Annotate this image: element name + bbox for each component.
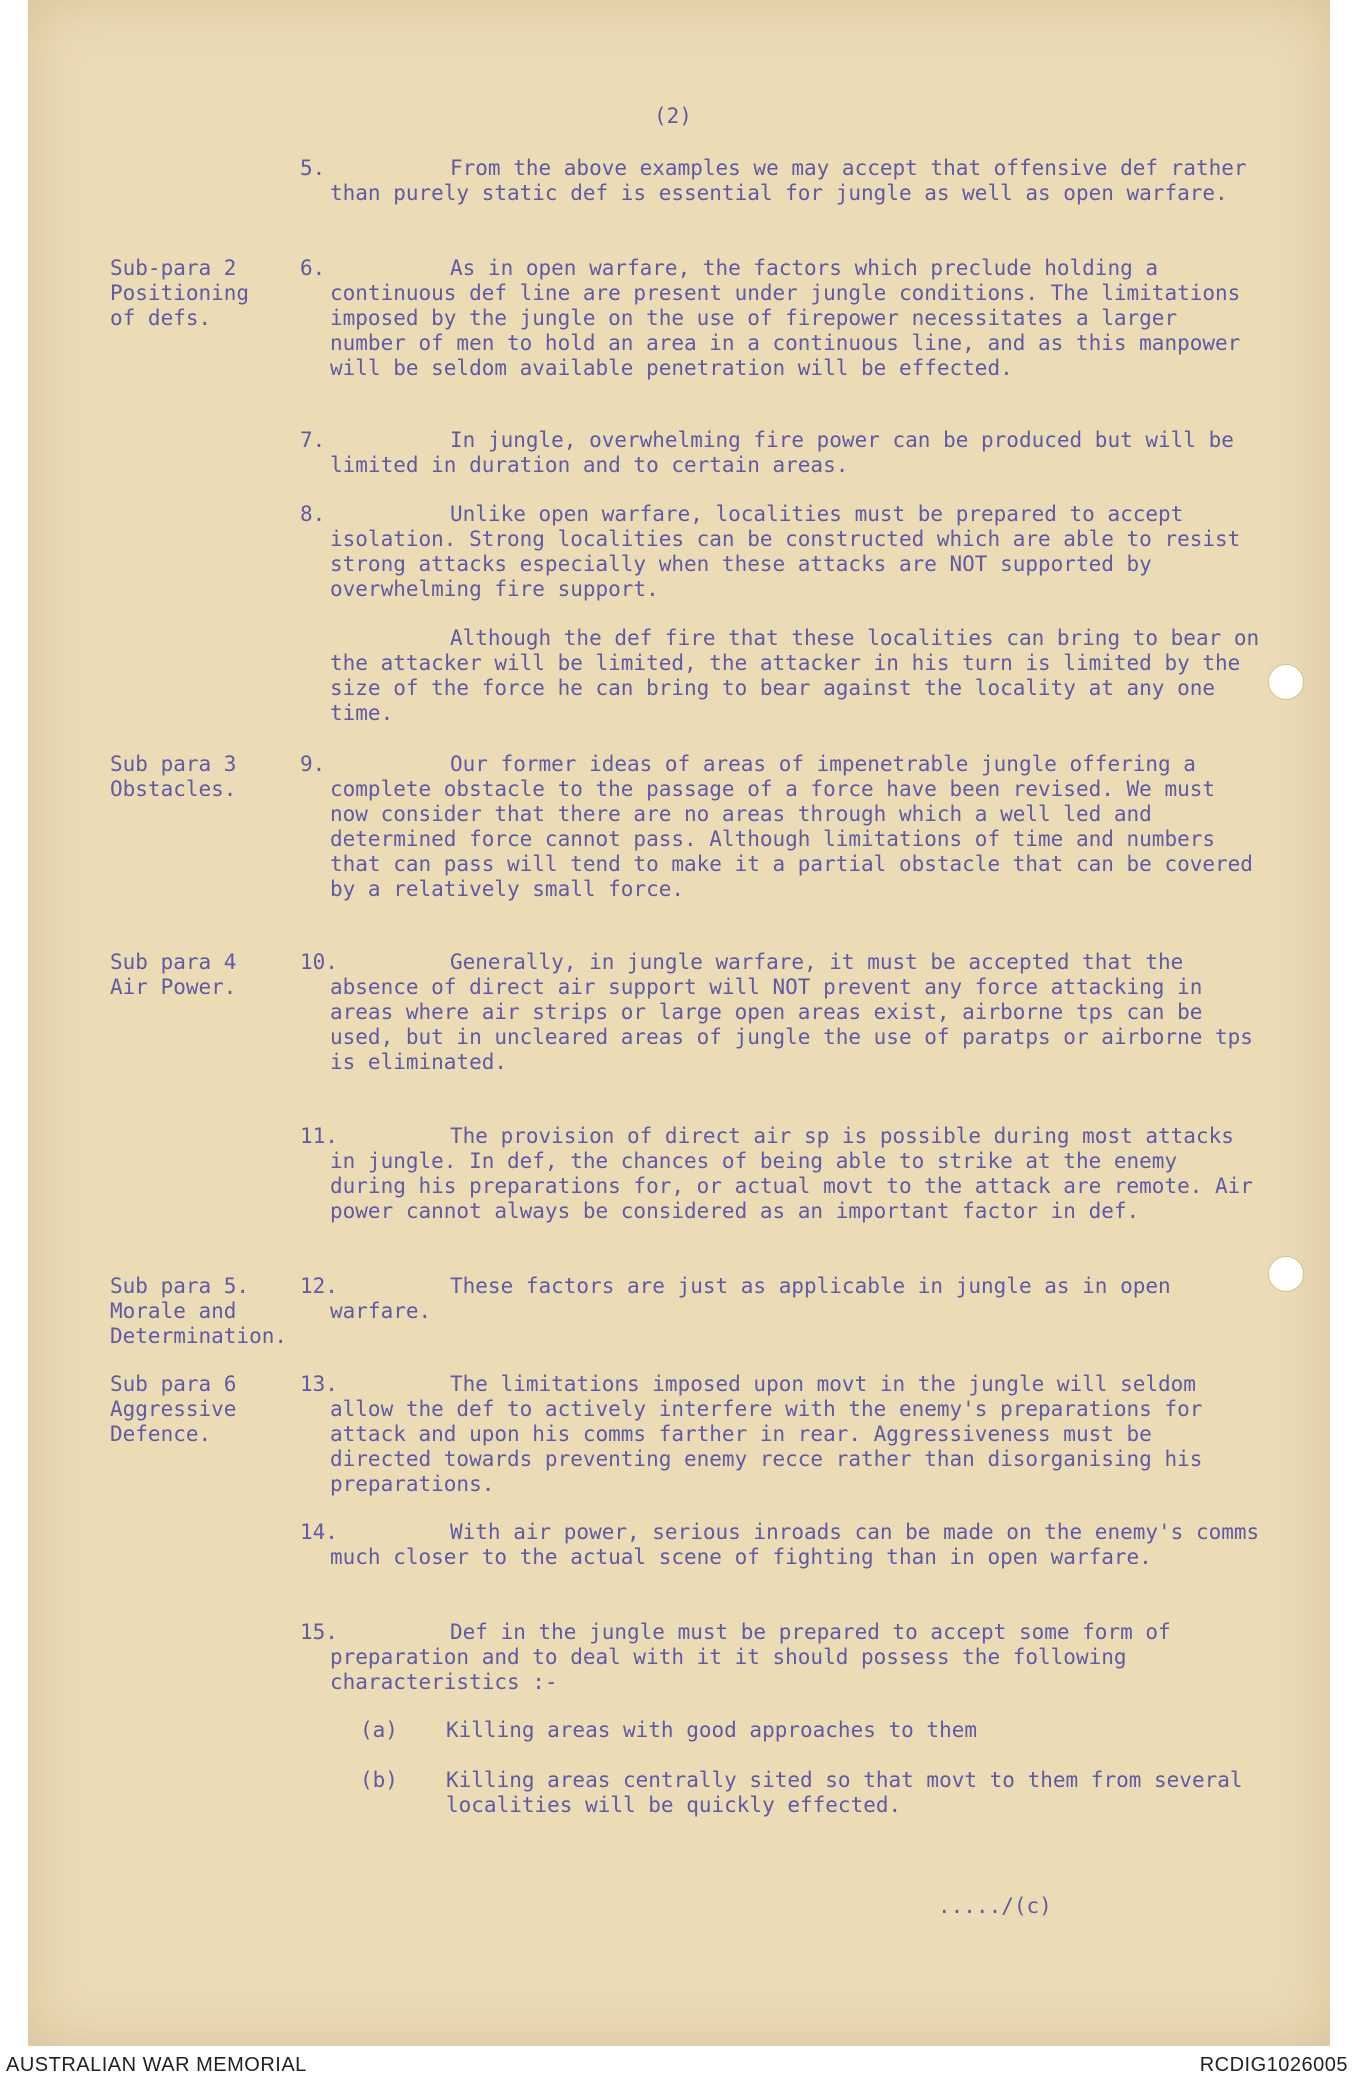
paragraph-text: Generally, in jungle warfare, it must be accepted that the absence of direct air support will NOT prevent any force attacking in areas where air strips or large open areas exist, airborne tps can be used, but in uncleared areas of jungle the use of paratps or airborne tps is eliminated. bbox=[330, 950, 1253, 1074]
paragraph-number: 13. bbox=[300, 1372, 338, 1396]
margin-heading: Sub para 6 Aggressive Defence. bbox=[110, 1372, 237, 1446]
paragraph-text: As in open warfare, the factors which preclude holding a continuous def line are present under jungle conditions. The limitations imposed by the jungle on the use of firepower necessitates a larger number of men to hold an area in a continuous line, and as this manpower will be seldom available penetration will be effected. bbox=[330, 256, 1241, 380]
footer-record-id: RCDIG1026005 bbox=[1199, 2054, 1348, 2076]
paragraph-number: 6. bbox=[300, 256, 326, 280]
paragraph-text: In jungle, overwhelming fire power can be produced but will be limited in duration and to certain areas. bbox=[330, 428, 1234, 477]
paragraph-text: The limitations imposed upon movt in the jungle will seldom allow the def to actively interfere with the enemy's preparations for attack and upon his comms farther in rear. Aggressiveness must be directed towards preventing enemy recce rather than disorganising his preparations. bbox=[330, 1372, 1203, 1496]
list-item-label: (a) bbox=[360, 1718, 398, 1742]
paragraph-number: 7. bbox=[300, 428, 326, 452]
continuation-marker: ...../(c) bbox=[938, 1894, 1052, 1918]
footer-archive-name: AUSTRALIAN WAR MEMORIAL bbox=[6, 2054, 307, 2076]
list-item-label: (b) bbox=[360, 1768, 398, 1792]
paragraph-text: With air power, serious inroads can be made on the enemy's comms much closer to the actual scene of fighting than in open warfare. bbox=[330, 1520, 1260, 1569]
paragraph-number: 14. bbox=[300, 1520, 338, 1544]
paragraph-number: 9. bbox=[300, 752, 326, 776]
punch-hole-upper bbox=[1268, 664, 1304, 700]
paragraph-text: These factors are just as applicable in jungle as in open warfare. bbox=[330, 1274, 1171, 1323]
paragraph-number: 15. bbox=[300, 1620, 338, 1644]
punch-hole-lower bbox=[1268, 1256, 1304, 1292]
list-item-text: Killing areas with good approaches to them bbox=[446, 1718, 978, 1742]
paragraph-number: 12. bbox=[300, 1274, 338, 1298]
paragraph-text: Unlike open warfare, localities must be prepared to accept isolation. Strong localities can be constructed which are able to resist strong attacks especially when these attacks are NOT supported by overwhelming fire support. bbox=[330, 502, 1241, 601]
paragraph-number: 8. bbox=[300, 502, 326, 526]
margin-heading: Sub para 3 Obstacles. bbox=[110, 752, 237, 801]
paragraph-text: Although the def fire that these localities can bring to bear on the attacker will be limited, the attacker in his turn is limited by the size of the force he can bring to bear against the locality at any one time. bbox=[330, 626, 1260, 725]
paragraph-number: 11. bbox=[300, 1124, 338, 1148]
page-number: (2) bbox=[654, 104, 692, 128]
margin-heading: Sub-para 2 Positioning of defs. bbox=[110, 256, 250, 330]
paragraph-text: Our former ideas of areas of impenetrable jungle offering a complete obstacle to the passage of a force have been revised. We must now consider that there are no areas through which a well led and determined force cannot pass. Although limitations of time and numbers that can pass will tend to make it a partial obstacle that can be covered by a relatively small force. bbox=[330, 752, 1253, 901]
paragraph-text: Def in the jungle must be prepared to accept some form of preparation and to deal with it it should possess the following characteristics :- bbox=[330, 1620, 1171, 1694]
margin-heading: Sub para 4 Air Power. bbox=[110, 950, 237, 999]
paragraph-text: From the above examples we may accept that offensive def rather than purely static def is essential for jungle as well as open warfare. bbox=[330, 156, 1247, 205]
paragraph-text: The provision of direct air sp is possible during most attacks in jungle. In def, the chances of being able to strike at the enemy during his preparations for, or actual movt to the attack are remote. Air power cannot always be considered as an important factor in def. bbox=[330, 1124, 1253, 1223]
margin-heading: Sub para 5. Morale and Determination. bbox=[110, 1274, 288, 1348]
paragraph-number: 5. bbox=[300, 156, 326, 180]
list-item-text: Killing areas centrally sited so that movt to them from several localities will be quickly effected. bbox=[446, 1768, 1243, 1817]
paragraph-number: 10. bbox=[300, 950, 338, 974]
